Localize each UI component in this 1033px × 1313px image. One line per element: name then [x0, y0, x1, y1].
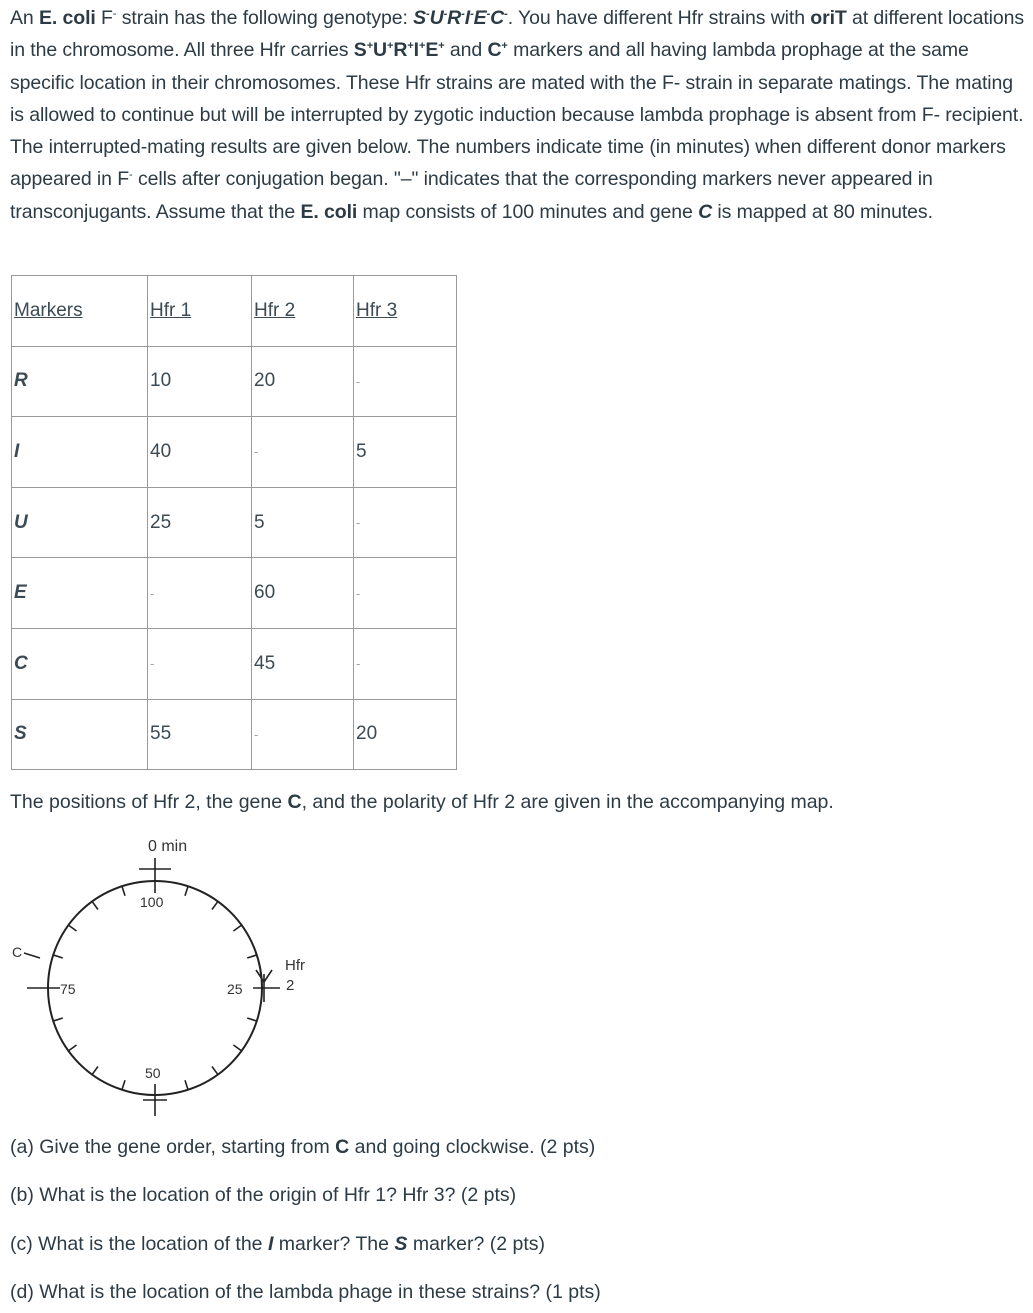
intro-text: is mapped at 80 minutes. — [712, 200, 933, 223]
marker-cell: U — [12, 487, 148, 558]
header-hfr1: Hfr 1 — [148, 276, 252, 347]
minute-tick — [233, 925, 241, 931]
marker-cell: E — [12, 558, 148, 629]
time-cell: 5 — [252, 487, 354, 558]
minute-tick — [212, 901, 218, 909]
label-75: 75 — [60, 981, 76, 997]
intro-text: and — [444, 39, 488, 62]
table-row — [12, 699, 457, 770]
minute-tick — [247, 1018, 257, 1021]
header-hfr3: Hfr 3 — [354, 276, 457, 347]
minute-tick — [122, 886, 125, 896]
question-a: (a) Give the gene order, starting from C and going clockwise. (2 pts) — [10, 1136, 596, 1158]
mating-results-table — [11, 275, 457, 770]
intro-text: strain has the following genotype: — [116, 7, 414, 29]
time-cell: - — [354, 346, 457, 417]
question-b: (b) What is the location of the origin of Hfr 1? Hfr 3? (2 pts) — [10, 1184, 517, 1206]
gene-c-pointer — [24, 953, 40, 958]
table-row — [12, 417, 457, 488]
time-cell: - — [252, 417, 354, 488]
label-100: 100 — [140, 894, 164, 910]
table-header-row — [12, 276, 457, 347]
time-cell: 10 — [148, 346, 252, 417]
intro-text: An — [10, 7, 39, 29]
zero-min-label: 0 min — [148, 838, 188, 855]
header-markers: Markers — [12, 276, 148, 347]
orit-term: oriT — [810, 7, 847, 29]
ecoli-term: E. coli — [300, 200, 358, 223]
hfr2-label-line1: Hfr — [285, 957, 305, 974]
minute-tick — [185, 886, 188, 896]
table-row — [12, 346, 457, 417]
intro-text: markers and all having lambda prophage at the same specific location in their chromosomes. These Hfr strains are mated with the F- strain in separate matings. The mating is allowed to continue but will be interrupted by zygotic induction because lambda prophage is absent from F- recipient. The interrupted-mating results are given below. The numbers indicate time (in minutes) when different donor markers appeared in F — [10, 39, 1024, 191]
table-row — [12, 628, 457, 699]
label-50: 50 — [145, 1065, 161, 1081]
time-cell: 60 — [252, 558, 354, 629]
time-cell: - — [354, 487, 457, 558]
marker-cell: R — [12, 346, 148, 417]
label-25: 25 — [227, 981, 243, 997]
time-cell: - — [354, 628, 457, 699]
minute-tick — [92, 1066, 98, 1074]
time-cell: 20 — [354, 699, 457, 770]
minute-tick — [185, 1080, 188, 1090]
ecoli-term: E. coli — [38, 7, 96, 29]
table-row — [12, 487, 457, 558]
recipient-genotype: S-U-R-I-E-C- — [413, 7, 508, 29]
time-cell: 20 — [252, 346, 354, 417]
donor-genotype: S+U+R+I+E+ — [353, 39, 445, 62]
time-cell: - — [148, 628, 252, 699]
superscript: - — [112, 8, 117, 20]
intro-text: . You have different Hfr strains with — [507, 7, 811, 29]
map-caption: The positions of Hfr 2, the gene C, and the polarity of Hfr 2 are given in the accompanying map. — [10, 791, 834, 813]
time-cell: - — [354, 558, 457, 629]
time-cell: 45 — [252, 628, 354, 699]
minute-tick — [212, 1066, 218, 1074]
intro-text: at different locations in the chromosome. All three Hfr carries — [10, 7, 1025, 62]
minute-tick — [92, 901, 98, 909]
minute-tick — [68, 1045, 76, 1051]
time-cell: 5 — [354, 417, 457, 488]
intro-text: map consists of 100 minutes and gene — [357, 200, 699, 223]
chromosome-map — [0, 830, 340, 1130]
minute-tick — [53, 955, 63, 958]
marker-cell: C — [12, 628, 148, 699]
gene-c-term: C — [698, 200, 713, 223]
c-plus-genotype: C+ — [487, 39, 508, 62]
intro-text: F — [95, 7, 113, 29]
intro-text: cells after conjugation began. "–" indicates that the corresponding markers never appeared in transconjugants. Assume that the — [10, 168, 933, 223]
marker-cell: S — [12, 699, 148, 770]
header-hfr2: Hfr 2 — [252, 276, 354, 347]
time-cell: - — [252, 699, 354, 770]
minute-tick — [233, 1045, 241, 1051]
superscript: - — [129, 169, 133, 182]
minute-tick — [68, 925, 76, 931]
minute-tick — [247, 955, 257, 958]
marker-cell: I — [12, 417, 148, 488]
time-cell: 25 — [148, 487, 252, 558]
time-cell: 40 — [148, 417, 252, 488]
question-c: (c) What is the location of the I marker? The S marker? (2 pts) — [10, 1233, 546, 1255]
minute-tick — [53, 1018, 63, 1021]
gene-c-label: C — [12, 944, 23, 960]
hfr2-label-line2: 2 — [286, 977, 295, 994]
time-cell: 55 — [148, 699, 252, 770]
question-d: (d) What is the location of the lambda phage in these strains? (1 pts) — [10, 1281, 601, 1303]
time-cell: - — [148, 558, 252, 629]
problem-statement — [10, 2, 1030, 228]
table-row — [12, 558, 457, 629]
minute-tick — [122, 1080, 125, 1090]
